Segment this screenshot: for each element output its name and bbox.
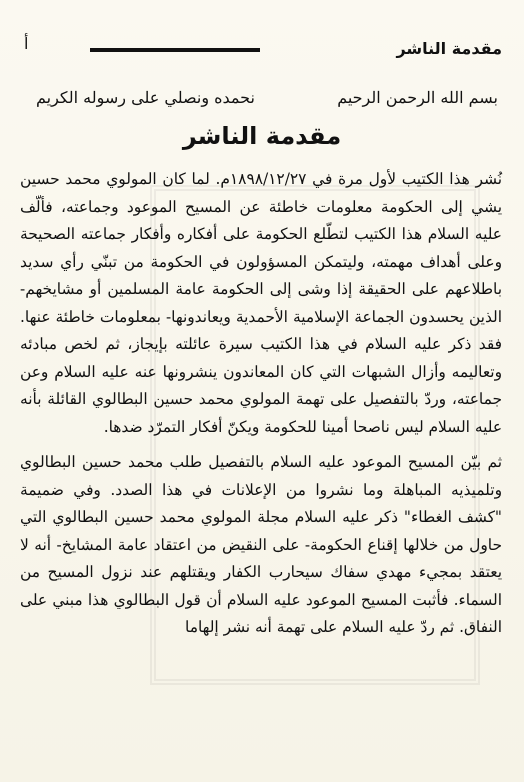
paragraph: نُشر هذا الكتيب لأول مرة في ١٨٩٨/١٢/٢٧م. لما كان المولوي محمد حسين يشي إلى الحكومة معلومات خاطئة عن المسيح الموعود وجماعته، فألّف عليه السلام هذا الكتيب لتطّلع الحكومة على أفكاره وأفكار جماعته الصحيحة وعلى أهداف مهمته، وليتمكن المسؤولون في الحكومة من تبنّي رأي سديد باطلاعهم على الحقيقة إذا وشى إلى الحكومة عامة المسلمين أو مشايخهم- الذين يحسدون الجماعة الإسلامية الأحمدية ويعاندونها- بمعلومات خاطئة عنها. فقد ذكر عليه السلام في هذا الكتيب سيرة عائلته بإيجاز، ثم لخص مبادئه وتعاليمه وأزال الشبهات التي كان المعاندون ينشرونها عنه عليه السلام وعن جماعته، وردّ بالتفصيل على تهمة المولوي محمد حسين البطالوي القائلة بأنه عليه السلام ليس ناصحا أمينا للحكومة ويكنّ أفكار التمرّد ضدها. [20,170,502,436]
header-rule [90,48,260,52]
doxology: نحمده ونصلي على رسوله الكريم [36,88,255,107]
running-title: مقدمة الناشر [396,39,502,58]
paragraph: ثم بيّن المسيح الموعود عليه السلام بالتفصيل طلب محمد حسين البطالوي وتلميذيه المباهلة وما نشروا من الإعلانات في هذا الصدد. وفي ضميمة "كشف الغطاء" ذكر عليه السلام مجلة المولوي محمد حسين البطالوي التي حاول من خلالها إقناع الحكومة- على النقيض من اعتقاد عامة المشايخ- أنه لا يعتقد بمجيء مهدي سفاك سيحارب الكفار ويقتلهم عند نزول المسيح من السماء. فأثبت المسيح الموعود عليه السلام أن قول البطالوي هذا مبني على النفاق. ثم ردّ عليه السلام على تهمة أنه نشر إلهاما [20,453,502,636]
body-text [20,166,502,642]
page-number: أ [24,34,29,53]
page-title: مقدمة الناشر [182,122,342,150]
page-header [24,34,502,60]
opening-line [36,86,498,112]
basmala: بسم الله الرحمن الرحيم [337,88,498,107]
